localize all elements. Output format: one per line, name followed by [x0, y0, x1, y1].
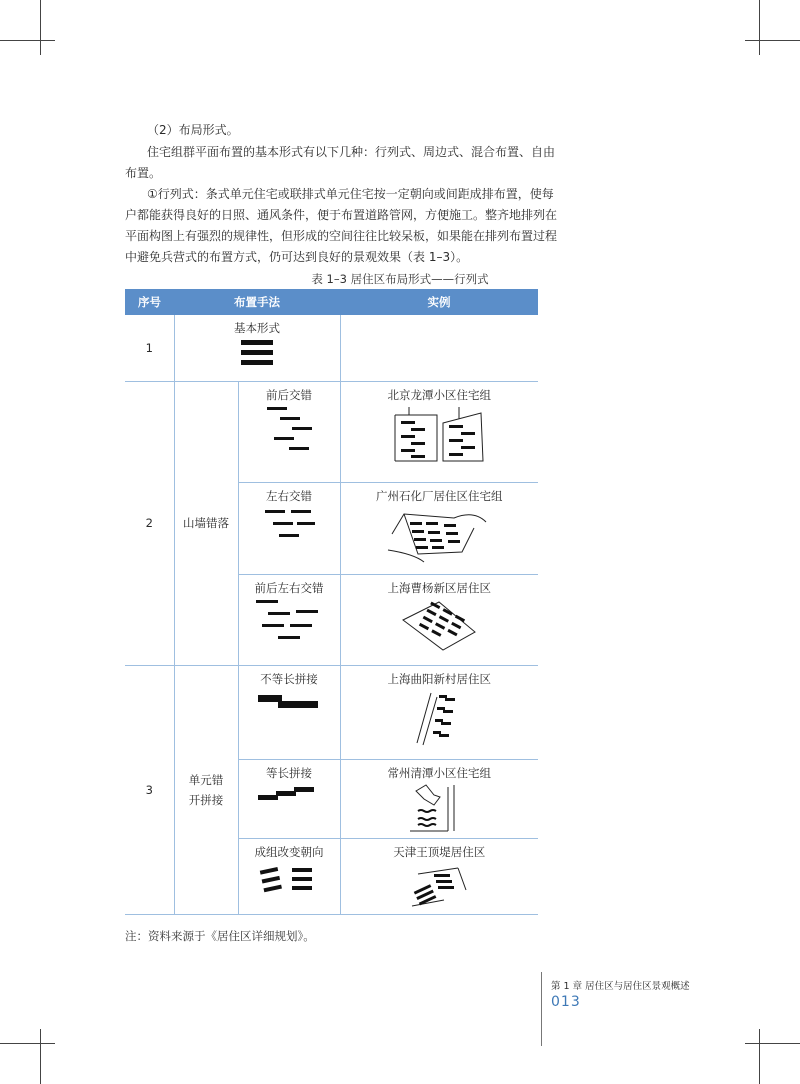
method-label: 等长拼接	[266, 765, 312, 780]
group-label: 山墙错落	[174, 381, 238, 665]
paragraph-line: 布置。	[125, 166, 162, 180]
crop-mark	[745, 40, 800, 41]
group-label	[174, 665, 238, 914]
method-cell	[238, 838, 340, 914]
method-label: 基本形式	[234, 321, 280, 335]
example-label: 上海曹杨新区居住区	[387, 580, 491, 595]
method-cell	[174, 315, 340, 381]
changzhou-qingtan-site-plan	[404, 781, 474, 837]
paragraph-line: 户都能获得良好的日照、通风条件，便于布置道路管网，方便施工。整齐地排列在	[125, 208, 558, 222]
unequal-length-joining-diagram	[254, 687, 324, 717]
example-cell	[340, 482, 538, 574]
crop-mark	[0, 1043, 55, 1044]
front-back-stagger-diagram	[259, 403, 319, 453]
paragraph-line: 住宅组群平面布置的基本形式有以下几种：行列式、周边式、混合布置、自由	[147, 145, 556, 159]
crop-mark	[745, 1043, 800, 1044]
crop-mark	[759, 0, 760, 55]
equal-length-joining-diagram	[254, 781, 324, 807]
example-label: 常州清潭小区住宅组	[387, 765, 491, 780]
crop-mark	[40, 1029, 41, 1084]
group-label-text: 单元错开拼接	[188, 772, 224, 807]
example-cell	[340, 315, 538, 381]
example-label: 广州石化厂居住区住宅组	[376, 488, 503, 503]
example-label: 北京龙潭小区住宅组	[387, 387, 491, 402]
example-cell	[340, 759, 538, 838]
paragraph-line: 平面构图上有强烈的规律性，但形成的空间往往比较呆板，如果能在排列布置过程	[125, 229, 558, 243]
row-number: 3	[125, 665, 174, 914]
method-label: 不等长拼接	[260, 671, 318, 686]
method-label: 前后交错	[266, 387, 312, 402]
crop-mark	[0, 40, 55, 41]
example-cell	[340, 381, 538, 482]
header-no: 序号	[125, 289, 174, 315]
method-label: 成组改变朝向	[254, 844, 324, 859]
table-header-row	[125, 289, 538, 315]
section-heading: （2）布局形式。	[147, 123, 239, 137]
tianjin-wangdingdi-site-plan	[404, 860, 474, 910]
front-back-left-right-stagger-diagram	[254, 596, 324, 646]
header-example: 实例	[340, 289, 538, 315]
method-label: 左右交错	[266, 488, 312, 503]
beijing-longtan-site-plan	[389, 403, 489, 471]
method-label: 前后左右交错	[254, 580, 324, 595]
shanghai-caoyang-site-plan	[399, 596, 479, 654]
crop-mark	[40, 0, 41, 55]
method-cell	[238, 665, 340, 759]
guangzhou-petrochem-site-plan	[384, 504, 494, 564]
left-right-stagger-diagram	[259, 504, 319, 544]
paragraph-line: ①行列式：条式单元住宅或联排式单元住宅按一定朝向或间距成排布置，使每	[147, 187, 554, 201]
chapter-running-title: 第 1 章 居住区与居住区景观概述	[551, 981, 690, 992]
shanghai-quyang-site-plan	[409, 687, 469, 751]
example-cell	[340, 665, 538, 759]
method-cell	[238, 574, 340, 665]
paragraph-line: 中避免兵营式的布置方式，仍可达到良好的景观效果（表 1–3）。	[125, 250, 469, 264]
table-row	[125, 665, 538, 759]
table-source-note: 注：资料来源于《居住区详细规划》。	[125, 929, 315, 943]
footer-divider	[541, 972, 542, 1046]
row-number: 1	[125, 315, 174, 381]
table-row	[125, 381, 538, 482]
table-row	[125, 315, 538, 381]
method-cell	[238, 381, 340, 482]
method-cell	[238, 482, 340, 574]
page-number: 013	[551, 994, 581, 1010]
example-label: 上海曲阳新村居住区	[387, 671, 491, 686]
group-orientation-change-diagram	[254, 860, 324, 900]
crop-mark	[759, 1029, 760, 1084]
layout-table	[125, 289, 538, 915]
method-cell	[238, 759, 340, 838]
row-number: 2	[125, 381, 174, 665]
basic-layout-diagram	[237, 336, 277, 370]
example-cell	[340, 574, 538, 665]
example-cell	[340, 838, 538, 914]
example-label: 天津王顶堤居住区	[393, 844, 486, 859]
header-method: 布置手法	[174, 289, 340, 315]
table-caption: 表 1–3 居住区布局形式——行列式	[311, 272, 489, 286]
